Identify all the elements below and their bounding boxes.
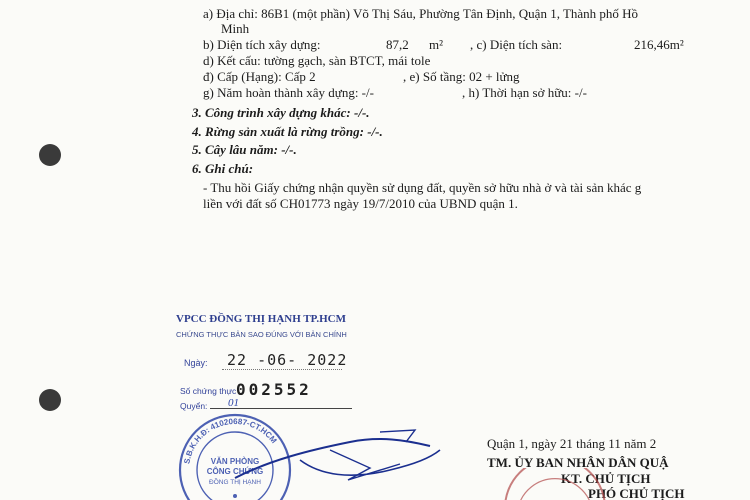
notary-book-rule [210,408,352,409]
issue-date-line: Quận 1, ngày 21 tháng 11 năm 2 [487,436,657,451]
section-4-forest: 4. Rừng sản xuất là rừng trồng: -/-. [192,124,383,139]
notary-signature-icon [230,420,450,500]
seal-line-2: CÔNG CHỨNG [206,467,264,476]
notary-date-rule [222,369,342,370]
note-line-1: - Thu hồi Giấy chứng nhận quyền sử dụng đất, quyền sở hữu nhà ở và tài sản khác g [203,180,642,195]
punch-hole-bottom [39,389,61,411]
notary-date-value: 22 -06- 2022 [227,351,348,369]
punch-hole-top [39,144,61,166]
address-line: a) Địa chỉ: 86B1 (một phần) Võ Thị Sáu, Phường Tân Định, Quận 1, Thành phố Hồ [203,6,639,21]
committee-seal-icon [500,468,610,500]
build-area-value: 87,2 [386,37,409,52]
floor-area-label: , c) Diện tích sàn: [470,37,563,52]
structure-line: d) Kết cấu: tường gạch, sàn BTCT, mái tole [203,53,431,68]
floors-label: , e) Số tầng: 02 + lửng [403,69,520,84]
section-3-other-works: 3. Công trình xây dựng khác: -/-. [192,105,370,120]
build-area-unit: m² [429,37,444,52]
notary-number-value: 002552 [236,380,312,399]
notary-book-label: Quyển: [180,401,208,411]
notary-office-name: VPCC ĐỒNG THỊ HẠNH TP.HCM [176,313,347,325]
seal-line-1: VĂN PHÒNG [210,457,260,466]
floor-area-value: 216,46m² [634,37,684,52]
deputy-chairman-line: PHÓ CHỦ TỊCH [588,486,685,500]
seal-line-3: ĐỒNG THỊ HẠNH [209,479,261,486]
notary-book-value: 01 [228,397,239,409]
notary-certification-line: CHỨNG THỰC BẢN SAO ĐÚNG VỚI BẢN CHÍNH [176,330,347,339]
ownership-term-label: , h) Thời hạn sở hữu: -/- [462,85,587,100]
notary-number-label: Số chứng thực [180,386,237,396]
grade-label: đ) Cấp (Hạng): Cấp 2 [203,69,316,84]
committee-line: TM. ỦY BAN NHÂN DÂN QUẬ [487,455,669,470]
section-6-notes: 6. Ghi chú: [192,161,254,176]
seal-ring-text: S.B.K.H.Đ: 41020687-CT.HCM [182,416,279,465]
chairman-role-line: KT. CHỦ TỊCH [561,471,651,486]
section-5-perennial: 5. Cây lâu năm: -/-. [192,142,297,157]
completion-year-label: g) Năm hoàn thành xây dựng: -/- [203,85,374,100]
build-area-label: b) Diện tích xây dựng: [203,37,321,52]
note-line-2: liền với đất số CH01773 ngày 19/7/2010 của UBND quận 1. [203,196,518,211]
address-line-continued: Minh [221,21,250,36]
notary-date-label: Ngày: [184,358,208,368]
